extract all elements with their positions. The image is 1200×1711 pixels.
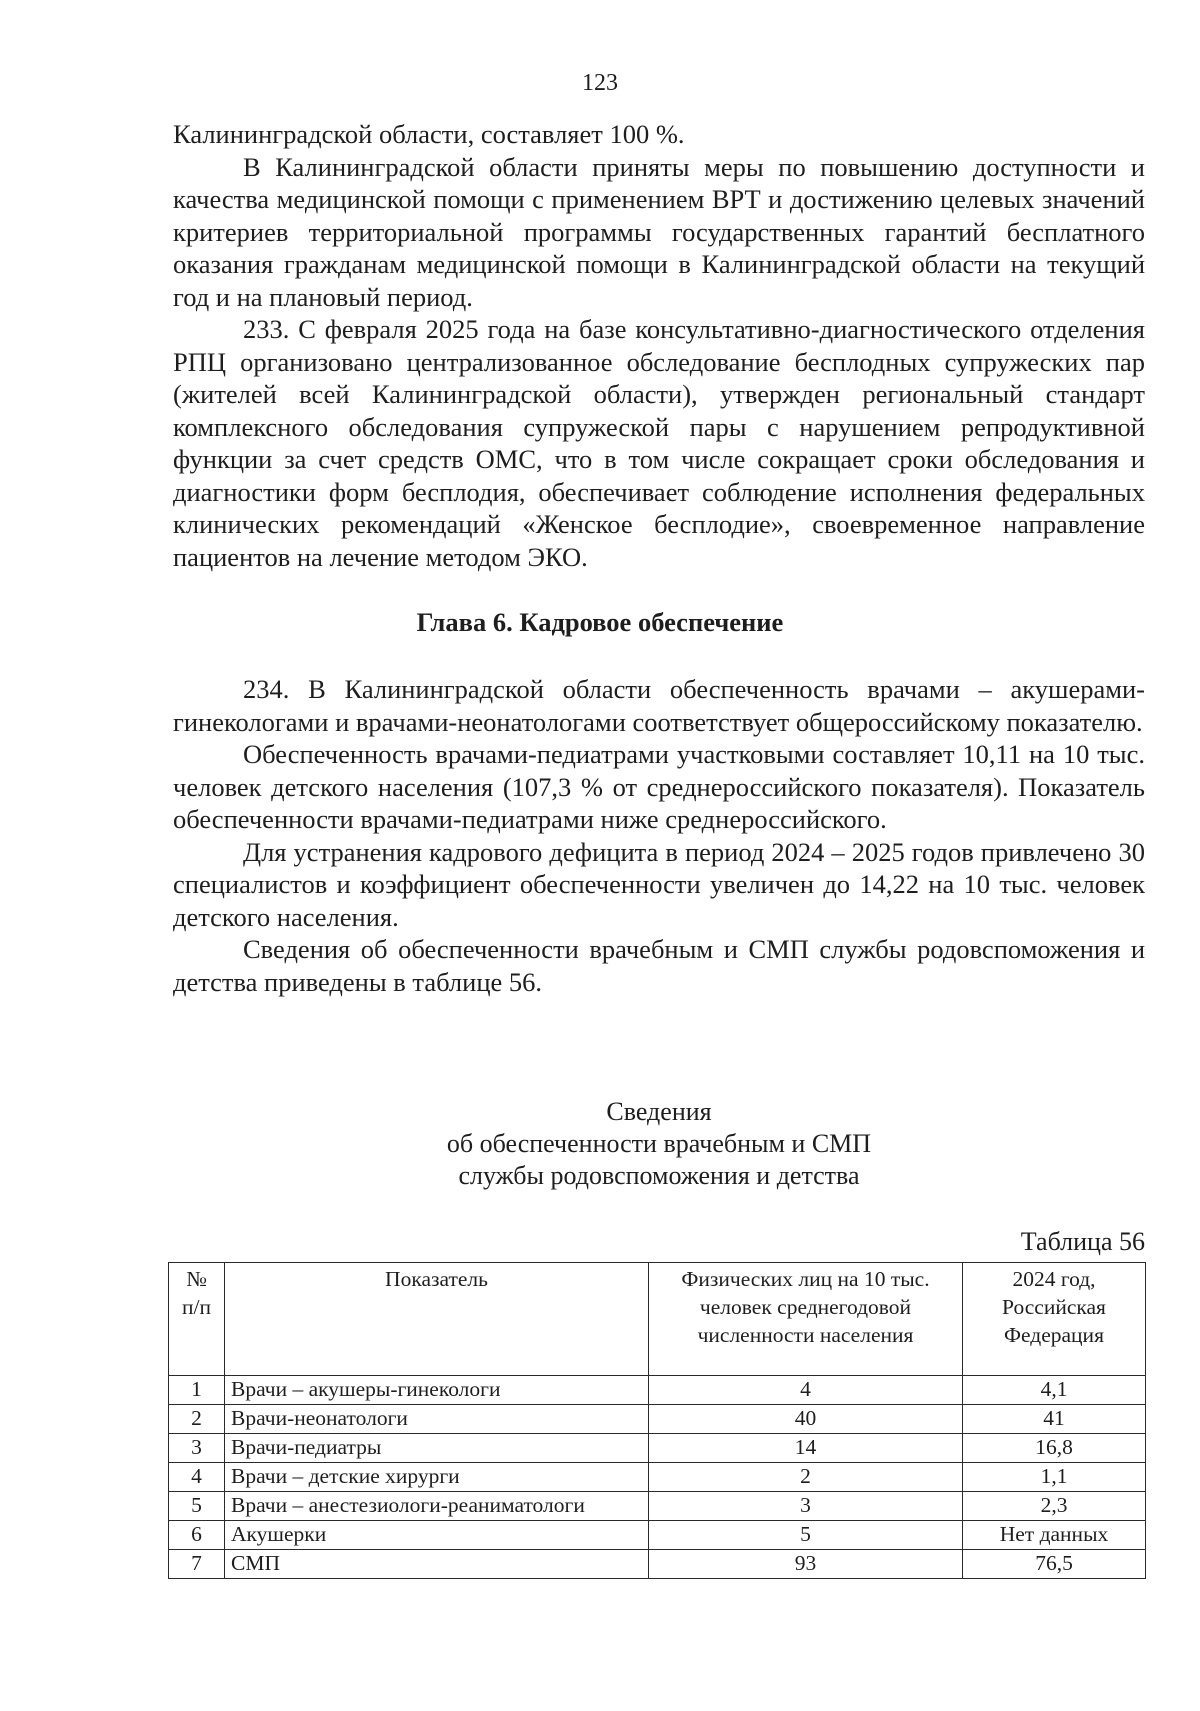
paragraph: Обеспеченность врачами-педиатрами участковыми составляет 10,11 на 10 тыс. человек детского населения (107,3 % от среднероссийского показателя). Показатель обеспеченности врачами-педиатрами ниже среднероссийского.: [173, 739, 1145, 834]
table-heading: [0, 1096, 1200, 1192]
paragraph: Сведения об обеспеченности врачебным и СМП службы родовспоможения и детства приведены в таблице 56.: [173, 934, 1145, 997]
cell-indicator: Врачи – анестезиологи-реаниматологи: [225, 1492, 649, 1521]
paragraph-234: 234. В Калининградской области обеспеченность врачами – акушерами-гинекологами и врачами-неонатологами соответствует общероссийскому показателю.: [173, 674, 1145, 737]
cell-per10k: 4: [649, 1376, 963, 1405]
table-row: [169, 1463, 1146, 1492]
cell-per10k: 2: [649, 1463, 963, 1492]
paragraph: Калининградской области, составляет 100 %.: [173, 119, 685, 149]
header-indicator: Показатель: [225, 1263, 649, 1376]
cell-rf2024: 16,8: [963, 1434, 1146, 1463]
cell-indicator: Врачи – детские хирурги: [225, 1463, 649, 1492]
paragraph-233: 233. С февраля 2025 года на базе консультативно-диагностического отделения РПЦ организовано централизованное обследование бесплодных супружеских пар (жителей всей Калининградской области), утвержден региональный стандарт комплексного обследования супружеской пары с нарушением репродуктивной функции за счет средств ОМС, что в том числе сокращает сроки обследования и диагностики форм бесплодия, обеспечивает соблюдение исполнения федеральных клинических рекомендаций «Женское бесплодие», своевременное направление пациентов на лечение методом ЭКО.: [173, 314, 1145, 572]
cell-per10k: 14: [649, 1434, 963, 1463]
table-heading-line: службы родовспоможения и детства: [458, 1161, 860, 1190]
cell-indicator: СМП: [225, 1550, 649, 1579]
cell-indicator: Врачи – акушеры-гинекологи: [225, 1376, 649, 1405]
table-row: [169, 1405, 1146, 1434]
table-heading-line: Сведения: [606, 1097, 712, 1126]
cell-num: 7: [169, 1550, 225, 1579]
table-header-row: [169, 1263, 1146, 1376]
cell-per10k: 5: [649, 1521, 963, 1550]
paragraph: Для устранения кадрового дефицита в период 2024 – 2025 годов привлечено 30 специалистов и коэффициент обеспеченности увеличен до 14,22 на 10 тыс. человек детского населения.: [173, 836, 1145, 932]
table-row: [169, 1376, 1146, 1405]
cell-rf2024: 41: [963, 1405, 1146, 1434]
table-caption: Таблица 56: [1020, 1227, 1145, 1256]
cell-num: 6: [169, 1521, 225, 1550]
cell-rf2024: 1,1: [963, 1463, 1146, 1492]
cell-num: 1: [169, 1376, 225, 1405]
cell-indicator: Врачи-педиатры: [225, 1434, 649, 1463]
cell-rf2024: 2,3: [963, 1492, 1146, 1521]
header-per10k: Физических лиц на 10 тыс. человек среднегодовой численности населения: [649, 1263, 963, 1376]
cell-per10k: 40: [649, 1405, 963, 1434]
table-row: [169, 1521, 1146, 1550]
top-text-block: [173, 118, 1145, 573]
table-row: [169, 1434, 1146, 1463]
cell-indicator: Акушерки: [225, 1521, 649, 1550]
cell-rf2024: 4,1: [963, 1376, 1146, 1405]
table-row: [169, 1492, 1146, 1521]
table-heading-line: об обеспеченности врачебным и СМП: [446, 1129, 872, 1158]
cell-indicator: Врачи-неонатологи: [225, 1405, 649, 1434]
staffing-table: [168, 1262, 1146, 1579]
cell-num: 3: [169, 1434, 225, 1463]
cell-rf2024: Нет данных: [963, 1521, 1146, 1550]
table-row: [169, 1550, 1146, 1579]
cell-num: 2: [169, 1405, 225, 1434]
cell-num: 5: [169, 1492, 225, 1521]
cell-per10k: 93: [649, 1550, 963, 1579]
cell-rf2024: 76,5: [963, 1550, 1146, 1579]
header-num: № п/п: [169, 1263, 225, 1376]
paragraph: В Калининградской области приняты меры по повышению доступности и качества медицинской помощи с применением ВРТ и достижению целевых значений критериев территориальной программы государственных гарантий бесплатного оказания гражданам медицинской помощи в Калининградской области на текущий год и на плановый период.: [173, 151, 1145, 312]
header-rf2024: 2024 год, Российская Федерация: [963, 1263, 1146, 1376]
cell-num: 4: [169, 1463, 225, 1492]
cell-per10k: 3: [649, 1492, 963, 1521]
chapter-title: Глава 6. Кадровое обеспечение: [416, 607, 784, 637]
page-number: 123: [582, 70, 618, 96]
chapter-text-block: [173, 673, 1145, 998]
